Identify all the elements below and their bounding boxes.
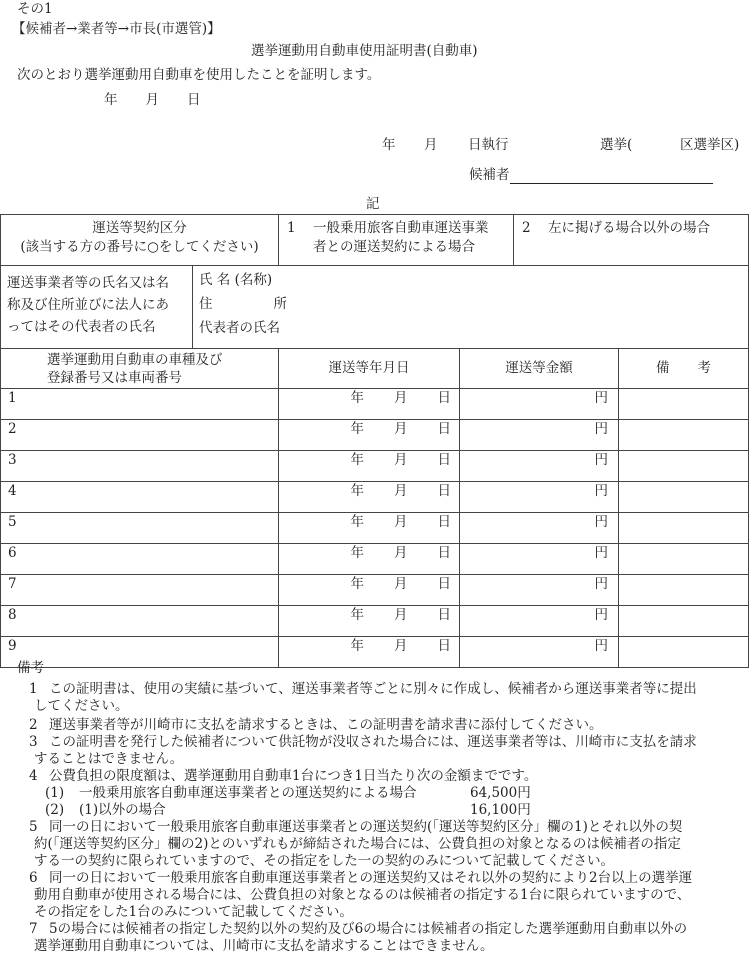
contract-type-title: 運送等契約区分	[92, 220, 187, 236]
date-day-label: 日	[187, 92, 201, 108]
carrier-label-line3: ってはその代表者の氏名	[7, 319, 156, 335]
notes-cell[interactable]	[619, 606, 749, 637]
row-year-label: 年	[350, 390, 365, 406]
contract-option-1-number[interactable]: 1	[287, 220, 296, 236]
date-cell[interactable]	[279, 420, 460, 451]
row-number: 8	[8, 607, 17, 623]
row-year-label: 年	[350, 483, 365, 499]
usage-row	[1, 575, 749, 606]
candidate-line	[469, 166, 713, 184]
limit-item: (1) 一般乗用旅客自動車運送事業者との運送契約による場合 64,500円	[45, 785, 531, 801]
row-number: 3	[8, 452, 17, 468]
carrier-label-line2: 称及び住所並びに法人にあ	[7, 297, 169, 313]
amount-cell[interactable]	[460, 513, 619, 544]
row-number: 6	[8, 545, 17, 561]
note-item: 3 この証明書を発行した候補者について供託物が没収された場合には、運送事業者等は、川崎市に支払を請求 することはできません。	[29, 734, 697, 767]
row-year-label: 年	[350, 514, 365, 530]
vehicle-cell[interactable]	[1, 482, 279, 513]
row-year-label: 年	[350, 607, 365, 623]
note-item: 6 同一の日において一般乗用旅客自動車運送事業者との運送契約又はそれ以外の契約により2台以上の選挙運 動用自動車が使用される場合には、公費負担の対象となるのは候補者の指定する1台に限られていますので、 その指定をした1台のみについて記載してください。	[29, 870, 693, 920]
carrier-representative-label: 代表者の氏名	[199, 320, 280, 336]
date-cell[interactable]	[279, 606, 460, 637]
row-day-label: 日	[437, 514, 452, 530]
row-day-label: 日	[437, 421, 452, 437]
row-month-label: 月	[394, 638, 408, 654]
contract-option-2[interactable]	[514, 215, 749, 266]
date-month-label: 月	[145, 92, 159, 108]
notes-cell[interactable]	[619, 575, 749, 606]
ki-marker: 記	[366, 196, 380, 212]
row-day-label: 日	[437, 576, 452, 592]
note-item: 2 運送事業者等が川崎市に支払を請求するときは、この証明書を請求書に添付してください。	[29, 717, 603, 733]
exec-year-label: 年	[382, 137, 396, 153]
row-month-label: 月	[394, 390, 408, 406]
carrier-address-label: 住 所	[199, 296, 287, 312]
row-number: 9	[8, 638, 17, 654]
carrier-name-label: 氏 名 (名称)	[199, 272, 273, 288]
header-date: 運送等年月日	[279, 349, 460, 389]
row-month-label: 月	[394, 421, 408, 437]
row-year-label: 年	[350, 452, 365, 468]
usage-row	[1, 544, 749, 575]
date-cell[interactable]	[279, 389, 460, 420]
row-yen-label: 円	[594, 545, 609, 561]
usage-row	[1, 389, 749, 420]
date-cell[interactable]	[279, 513, 460, 544]
vehicle-cell[interactable]	[1, 544, 279, 575]
exec-month-label: 月	[424, 137, 438, 153]
routing-instruction: 【候補者→業者等→市長(市選管)】	[12, 21, 221, 37]
election-district-label: 区選挙区)	[680, 137, 740, 153]
limit-amount: 64,500円	[470, 785, 531, 801]
contract-option-1-text-line1: 一般乗用旅客自動車運送事業	[313, 220, 489, 236]
header-vehicle	[1, 349, 279, 389]
row-year-label: 年	[350, 576, 365, 592]
contract-type-label	[1, 215, 279, 266]
election-execution-line	[382, 136, 739, 154]
vehicle-cell[interactable]	[1, 513, 279, 544]
header-vehicle-line2: 登録番号又は車両番号	[47, 370, 182, 386]
contract-type-instruction: (該当する方の番号に○をしてください)	[20, 239, 259, 255]
notes-cell[interactable]	[619, 544, 749, 575]
row-number: 2	[8, 421, 17, 437]
row-month-label: 月	[394, 545, 408, 561]
row-month-label: 月	[394, 514, 408, 530]
contract-option-2-number[interactable]: 2	[522, 220, 531, 236]
limit-item: (2) (1)以外の場合 16,100円	[45, 802, 531, 818]
row-yen-label: 円	[594, 452, 609, 468]
carrier-label-line1: 運送事業者等の氏名又は名	[7, 275, 169, 291]
row-day-label: 日	[437, 607, 452, 623]
carrier-row	[1, 266, 749, 349]
usage-row	[1, 513, 749, 544]
intro-statement: 次のとおり選挙運動用自動車を使用したことを証明します。	[17, 67, 381, 83]
vehicle-cell[interactable]	[1, 420, 279, 451]
document-title: 選挙運動用自動車使用証明書(自動車)	[251, 43, 478, 59]
vehicle-cell[interactable]	[1, 389, 279, 420]
row-number: 5	[8, 514, 17, 530]
date-cell[interactable]	[279, 451, 460, 482]
date-cell[interactable]	[279, 575, 460, 606]
row-month-label: 月	[394, 452, 408, 468]
notes-cell[interactable]	[619, 482, 749, 513]
row-month-label: 月	[394, 607, 408, 623]
usage-row	[1, 482, 749, 513]
candidate-label: 候補者	[469, 167, 510, 183]
header-amount: 運送等金額	[460, 349, 619, 389]
row-year-label: 年	[350, 638, 365, 654]
certificate-table	[0, 214, 749, 668]
row-day-label: 日	[437, 638, 452, 654]
notes-cell[interactable]	[619, 420, 749, 451]
contract-option-1[interactable]	[279, 215, 514, 266]
contract-option-2-text: 左に掲げる場合以外の場合	[548, 220, 711, 236]
row-number: 1	[8, 390, 17, 406]
exec-day-label: 日執行	[468, 137, 509, 153]
row-year-label: 年	[350, 421, 365, 437]
note-item: 4 公費負担の限度額は、選挙運動用自動車1台につき1日当たり次の金額までです。	[29, 768, 538, 784]
note-item: 7 5の場合には候補者の指定した契約以外の契約及び6の場合には候補者の指定した選挙運動用自動車以外の 選挙運動用自動車については、川崎市に支払を請求することはできません。	[29, 921, 688, 954]
amount-cell[interactable]	[460, 544, 619, 575]
row-day-label: 日	[437, 390, 452, 406]
note-item: 1 この証明書は、使用の実績に基づいて、運送事業者等ごとに別々に作成し、候補者から運送事業者等に提出 してください。	[29, 681, 697, 714]
row-day-label: 日	[437, 452, 452, 468]
row-yen-label: 円	[594, 421, 609, 437]
row-yen-label: 円	[594, 576, 609, 592]
vehicle-cell[interactable]	[1, 451, 279, 482]
usage-row	[1, 451, 749, 482]
row-yen-label: 円	[594, 514, 609, 530]
row-yen-label: 円	[594, 390, 609, 406]
row-month-label: 月	[394, 483, 408, 499]
row-yen-label: 円	[594, 607, 609, 623]
row-number: 4	[8, 483, 17, 499]
notes-cell[interactable]	[619, 637, 749, 668]
usage-row	[1, 420, 749, 451]
certification-date	[104, 91, 229, 109]
row-day-label: 日	[437, 545, 452, 561]
form-number: その1	[17, 1, 53, 17]
vehicle-cell[interactable]	[1, 575, 279, 606]
date-year-label: 年	[104, 92, 118, 108]
limit-amount: 16,100円	[470, 802, 531, 818]
amount-cell[interactable]	[460, 420, 619, 451]
date-cell[interactable]	[279, 637, 460, 668]
usage-row	[1, 637, 749, 668]
contract-type-row	[1, 215, 749, 266]
amount-cell[interactable]	[460, 606, 619, 637]
amount-cell[interactable]	[460, 451, 619, 482]
amount-cell[interactable]	[460, 575, 619, 606]
usage-header-row	[1, 349, 749, 389]
vehicle-cell[interactable]	[1, 606, 279, 637]
candidate-name-field[interactable]	[510, 167, 713, 184]
notes-title: 備考	[17, 660, 44, 676]
carrier-label	[1, 266, 193, 349]
row-yen-label: 円	[594, 483, 609, 499]
row-day-label: 日	[437, 483, 452, 499]
amount-cell[interactable]	[460, 482, 619, 513]
notes-cell[interactable]	[619, 389, 749, 420]
row-month-label: 月	[394, 576, 408, 592]
amount-cell[interactable]	[460, 637, 619, 668]
date-cell[interactable]	[279, 482, 460, 513]
header-vehicle-line1: 選挙運動用自動車の車種及び	[47, 352, 223, 368]
contract-option-1-text-line2: 者との運送契約による場合	[313, 239, 476, 255]
notes-cell[interactable]	[619, 451, 749, 482]
usage-row	[1, 606, 749, 637]
notes-cell[interactable]	[619, 513, 749, 544]
header-notes: 備 考	[619, 349, 749, 389]
amount-cell[interactable]	[460, 389, 619, 420]
row-number: 7	[8, 576, 17, 592]
date-cell[interactable]	[279, 544, 460, 575]
carrier-fields[interactable]	[193, 266, 749, 349]
row-year-label: 年	[350, 545, 365, 561]
note-item: 5 同一の日において一般乗用旅客自動車運送事業者との運送契約(「運送等契約区分」欄の1)とそれ以外の契 約(「運送等契約区分」欄の2)とのいずれもが締結された場合には、公費負担の対象となるのは候補者の指定 する一の契約に限られていますので、その指定をした一の契約のみについて記載してください。	[29, 819, 683, 869]
row-yen-label: 円	[594, 638, 609, 654]
election-name-label: 選挙(	[600, 137, 633, 153]
